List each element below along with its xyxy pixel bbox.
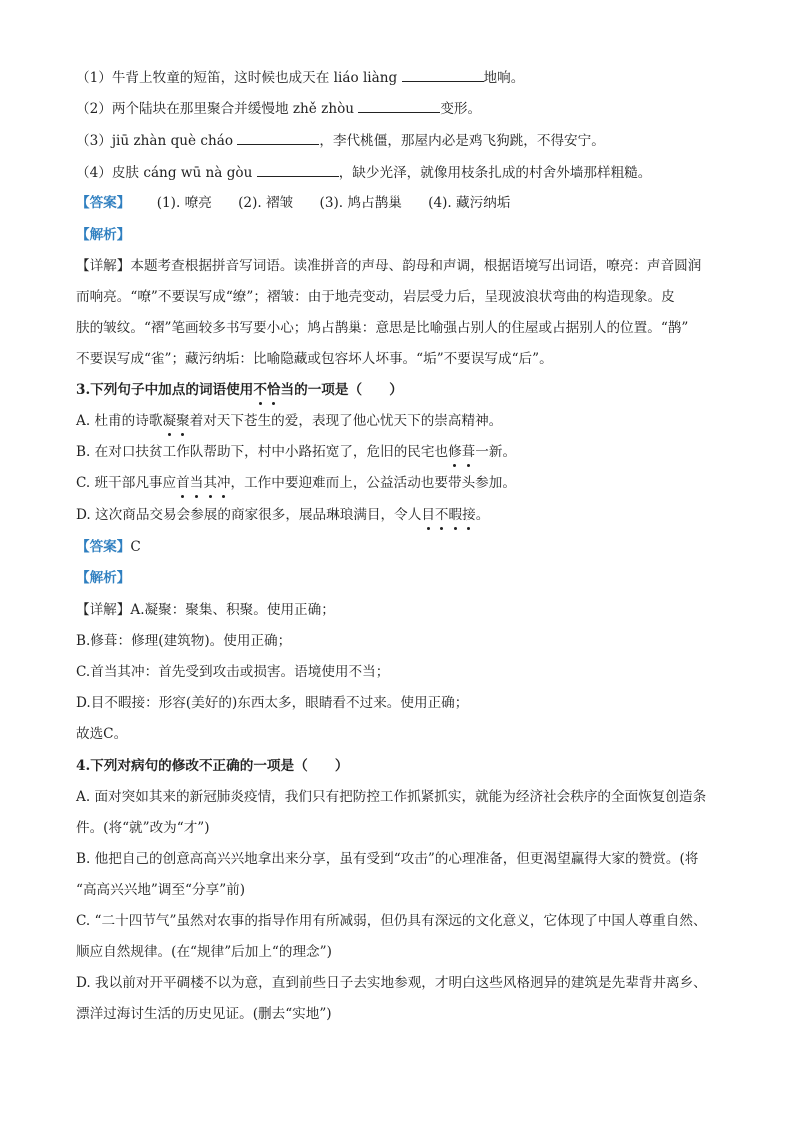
q2-answer-4: (4). 藏污纳垢 (428, 195, 511, 211)
q2-answer-1: (1). 嘹亮 (156, 195, 212, 211)
q4-line-6: 顺应自然规律。(在“规律”后加上“的理念”) (76, 944, 332, 960)
q3-detail-3: C.首当其冲：首先受到攻击或损害。语境使用不当； (76, 664, 390, 680)
q3-option-c (76, 473, 716, 493)
q2-answer-3: (3). 鸠占鹊巢 (319, 195, 402, 211)
q2-detail-2: 而响亮。“嘹”不要误写成“缭”；褶皱：由于地壳变动，岩层受力后，呈现波浪状弯曲的构造现象。皮 (76, 289, 675, 305)
q3-option-d-dotted (421, 507, 475, 523)
q3-detail-5: 故选C。 (76, 726, 128, 742)
q4-line-1: A. 面对突如其来的新冠肺炎疫情，我们只有把防控工作抓紧抓实，就能为经济社会秩序的全面恢复创造条 (76, 789, 707, 805)
emphasis-char: 修 (448, 444, 462, 460)
q3-option-b-dotted (448, 444, 475, 460)
emphasis-char: 其 (203, 475, 217, 491)
q3-option-d (76, 505, 716, 525)
q2-item-3-pre: （3）jiū zhàn què cháo (76, 133, 238, 149)
q3-stem (76, 380, 716, 400)
answer-tag: 【答案】 (76, 539, 131, 555)
q2-answer-row (76, 193, 716, 213)
q3-option-a-text: A. 杜甫的诗歌 (76, 413, 163, 429)
q3-detail-1: 【详解】A.凝聚：聚集、积聚。使用正确； (76, 602, 335, 618)
q3-option-b-text: B. 在对口扶贫工作队帮助下，村中小路拓宽了，危旧的民宅也 (76, 444, 449, 460)
q4-stem: 4.下列对病句的修改不正确的一项是（ ） (76, 758, 349, 774)
emphasis-char: 目 (421, 507, 435, 523)
q3-option-d-text: D. 这次商品交易会参展的商家很多，展品琳琅满目，令人 (76, 507, 422, 523)
emphasis-char: 恰 (266, 382, 281, 398)
q4-line-8: 漂洋过海讨生活的历史见证。(删去“实地”) (76, 1006, 332, 1022)
q2-detail-1: 【详解】本题考查根据拼音写词语。读准拼音的声母、韵母和声调，根据语境写出词语，嘹亮：声音圆润 (76, 258, 702, 274)
q4-line-7: D. 我以前对开平碉楼不以为意，直到前些日子去实地参观，才明白这些风格迥异的建筑是先辈背井离乡、 (76, 975, 707, 991)
q2-item-2 (76, 98, 716, 119)
emphasis-char: 接 (462, 507, 476, 523)
emphasis-char: 当 (189, 475, 204, 491)
q2-item-1-post: 地响。 (483, 70, 525, 86)
emphasis-char: 暇 (448, 507, 463, 523)
q2-item-4 (76, 162, 716, 183)
q2-detail-3: 肤的皱纹。“褶”笔画较多书写要小心；鸠占鹊巢：意思是比喻强占别人的住屋或占据别人的位置。“鹊” (76, 320, 689, 336)
q3-analysis-row (76, 568, 716, 588)
q3-option-b (76, 442, 716, 462)
q2-item-3-post: ，李代桃僵，那屋内必是鸡飞狗跳，不得安宁。 (319, 133, 605, 149)
q2-item-2-post: 变形。 (440, 101, 482, 117)
emphasis-char: 葺 (461, 444, 476, 460)
q3-stem-part-b: 当的一项是（ ） (280, 382, 403, 398)
q3-option-a (76, 411, 716, 431)
q2-detail-4: 不要误写成“雀”；藏污纳垢：比喻隐藏或包容坏人坏事。“垢”不要误写成“后”。 (76, 351, 553, 367)
analysis-tag: 【解析】 (76, 227, 131, 243)
q3-stem-dotted (253, 382, 280, 398)
q3-option-a-dotted (162, 413, 189, 429)
q2-analysis-row (76, 225, 716, 245)
emphasis-char: 凝 (162, 413, 177, 429)
emphasis-char: 聚 (176, 413, 190, 429)
emphasis-char: 不 (434, 507, 449, 523)
q2-item-1 (76, 67, 716, 88)
q4-line-2: 件。(将“就”改为“才”) (76, 820, 210, 836)
analysis-tag: 【解析】 (76, 570, 131, 586)
emphasis-char: 首 (176, 475, 190, 491)
answer-blank (257, 162, 339, 177)
q2-item-3 (76, 130, 716, 151)
q3-option-c-dotted (176, 475, 230, 491)
answer-tag: 【答案】 (76, 195, 131, 211)
q3-option-c-text: C. 班干部凡事应 (76, 475, 177, 491)
q3-stem-part-a: 3.下列句子中加点的词语使用 (76, 382, 254, 398)
q2-answer-2: (2). 褶皱 (238, 195, 294, 211)
q3-detail-2: B.修葺：修理(建筑物)。使用正确； (76, 633, 292, 649)
q3-answer-row (76, 537, 716, 557)
q2-item-2-pre: （2）两个陆块在那里聚合并缓慢地 zhě zhòu (76, 101, 359, 117)
q4-line-5: C. “二十四节气”虽然对农事的指导作用有所减弱，但仍具有深远的文化意义，它体现了中国人尊重自然、 (76, 913, 707, 929)
q3-answer: C (130, 539, 141, 555)
q3-detail-4: D.目不暇接：形容(美好的)东西太多，眼睛看不过来。使用正确； (76, 695, 469, 711)
q2-item-4-pre: （4）皮肤 cáng wū nà gòu (76, 165, 257, 181)
q3-option-a-rest: 着对天下苍生的爱，表现了他心忧天下的崇高精神。 (189, 413, 503, 429)
answer-blank (358, 98, 440, 113)
q3-option-c-rest: ，工作中要迎难而上，公益活动也要带头参加。 (230, 475, 516, 491)
q2-item-1-pre: （1）牛背上牧童的短笛，这时候也成天在 liáo liàng (76, 70, 402, 86)
emphasis-char: 不 (253, 382, 267, 398)
q4-line-4: “高高兴兴地”调至“分享”前) (76, 882, 246, 898)
answer-blank (237, 130, 319, 145)
q3-option-d-rest: 。 (475, 507, 490, 523)
q4-line-3: B. 他把自己的创意高高兴兴地拿出来分享，虽有受到“攻击”的心理准备，但更渴望赢得大家的赞赏。(将 (76, 851, 699, 867)
q3-option-b-rest: 一新。 (475, 444, 517, 460)
answer-blank (402, 67, 484, 82)
q2-item-4-post: ，缺少光泽，就像用枝条扎成的村舍外墙那样粗糙。 (338, 165, 652, 181)
emphasis-char: 冲 (216, 475, 231, 491)
